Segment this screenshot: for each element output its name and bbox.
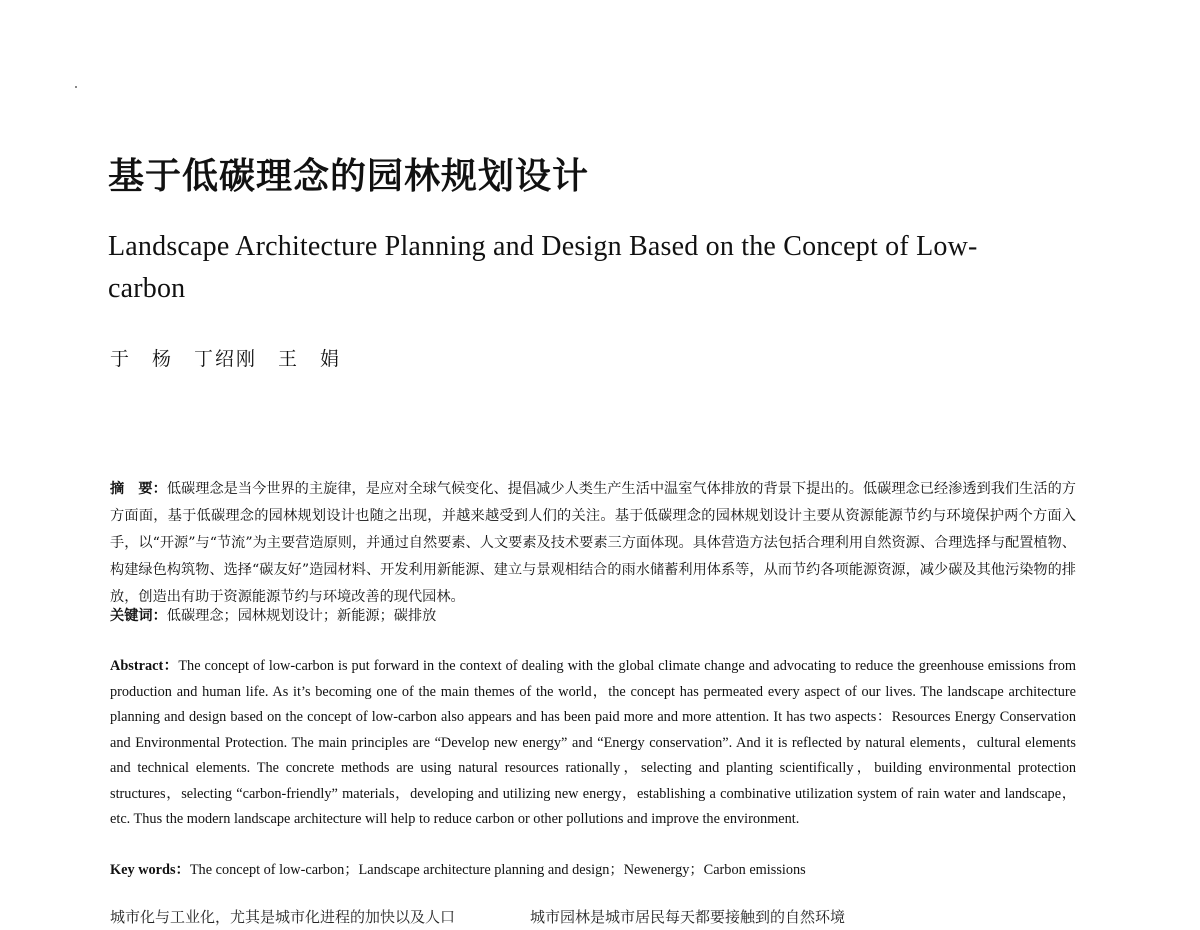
- body-text-cutoff: 城市化与工业化，尤其是城市化进程的加快以及人口 城市园林是城市居民每天都要接触到的自然环境: [110, 908, 846, 926]
- keywords-chinese: [110, 603, 1076, 630]
- title-english: Landscape Architecture Planning and Design Based on the Concept of Low-carbon: [108, 231, 978, 304]
- abstract-chinese-text: 低碳理念是当今世界的主旋律，是应对全球气候变化、提倡减少人类生产生活中温室气体排放的背景下提出的。低碳理念已经渗透到我们生活的方方面面，基于低碳理念的园林规划设计也随之出现，并越来越受到人们的关注。基于低碳理念的园林规划设计主要从资源能源节约与环境保护两个方面入手，以“开源”与“节流”为主要营造原则，并通过自然要素、人文要素及技术要素三方面体现。具体营造方法包括合理利用自然资源、合理选择与配置植物、构建绿色构筑物、选择“碳友好”造园材料、开发利用新能源、建立与景观相结合的雨水储蓄利用体系等，从而节约各项能源资源，减少碳及其他污染物的排放，创造出有助于资源能源节约与环境改善的现代园林。: [110, 481, 1076, 605]
- abstract-chinese-label: 摘 要：: [110, 481, 167, 497]
- title-chinese: 基于低碳理念的园林规划设计: [108, 155, 590, 197]
- abstract-english-text: The concept of low-carbon is put forward in the context of dealing with the global climate change and advocating to reduce the greenhouse emissions from production and human life. As it’s becoming one of the main themes of the world，the concept has permeated every aspect of our lives. The landscape architecture planning and design based on the concept of low-carbon also appears and has been paid more and more attention. It has two aspects：Resources Energy Conservation and Environmental Protection. The main principles are “Develop new energy” and “Energy conservation”. And it is reflected by natural elements，cultural elements and technical elements. The concrete methods are using natural resources rationally，selecting and planting scientifically，building environmental protection structures，selecting “carbon-friendly” materials，developing and utilizing new energy，establishing a combinative utilization system of rain water and landscape，etc. Thus the modern landscape architecture will help to reduce carbon or other pollutions and improve the environment.: [110, 658, 1076, 827]
- keywords-english: [110, 858, 1076, 884]
- keywords-chinese-text: 低碳理念；园林规划设计；新能源；碳排放: [166, 608, 437, 624]
- abstract-english-label: Abstract：: [110, 658, 179, 674]
- scan-speck: [75, 86, 77, 88]
- keywords-chinese-label: 关键词：: [110, 608, 167, 624]
- keywords-english-text: The concept of low-carbon；Landscape architecture planning and design；Newenergy；Carbon emissions: [189, 862, 806, 878]
- keywords-english-label: Key words：: [110, 862, 190, 878]
- abstract-chinese: [110, 476, 1076, 611]
- author-list: 于 杨 丁绍刚 王 娟: [110, 348, 342, 370]
- abstract-english: [110, 654, 1076, 833]
